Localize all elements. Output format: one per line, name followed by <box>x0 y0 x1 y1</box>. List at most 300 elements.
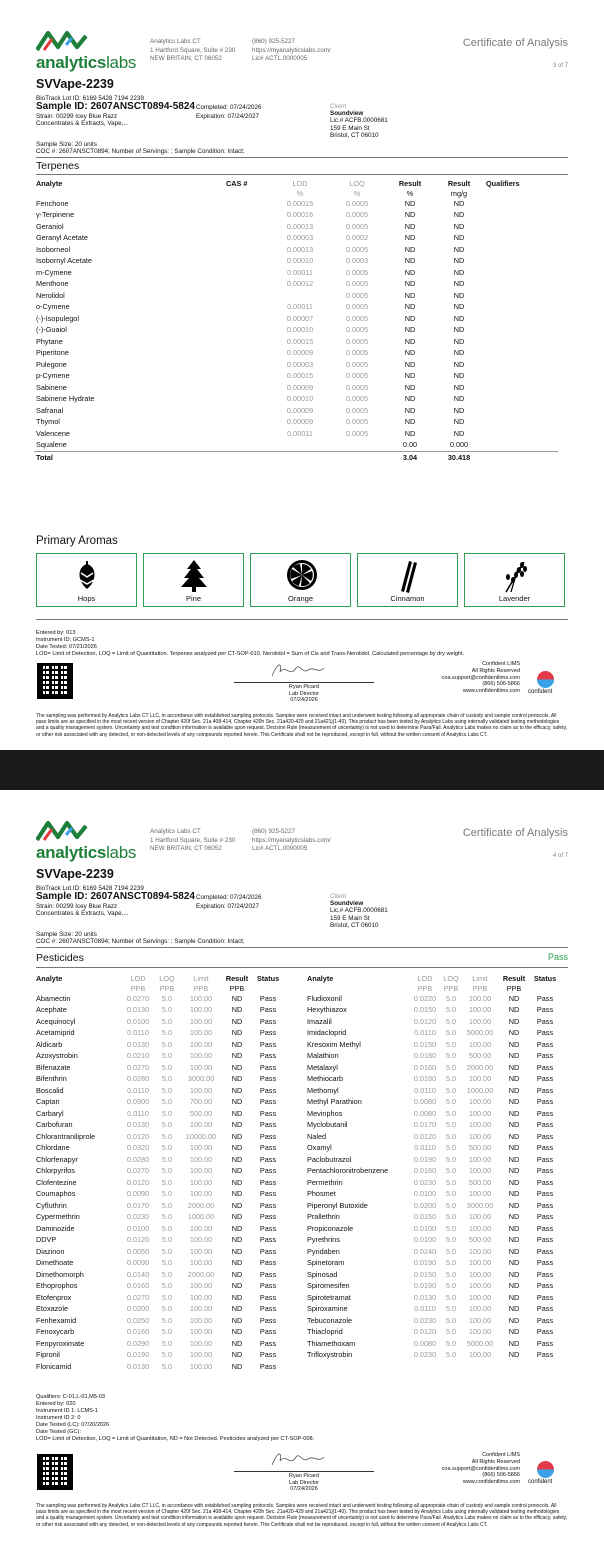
result-value: ND <box>508 1281 520 1290</box>
loq-value: 5.0 <box>161 1212 173 1221</box>
status-value: Pass <box>536 1051 554 1060</box>
status-value: Pass <box>536 1005 554 1014</box>
status-value: Pass <box>259 1062 277 1072</box>
lod-value: 0.00011 <box>287 302 313 311</box>
result-value: ND <box>231 1062 243 1072</box>
qualifiers <box>484 393 558 405</box>
result-value: ND <box>508 1051 520 1060</box>
analyte-name: Fenhexamid <box>36 1315 77 1325</box>
loq-value: 0.0005 <box>345 198 369 208</box>
qr-code[interactable] <box>37 663 73 699</box>
table-row <box>34 1131 284 1143</box>
lod-value: 0.0080 <box>413 1338 437 1348</box>
lod-value: 0.0280 <box>126 1154 150 1164</box>
table-row <box>305 1326 561 1338</box>
lod-value: 0.0120 <box>413 1016 437 1026</box>
result-value: ND <box>231 1304 243 1313</box>
status-value: Pass <box>536 1223 554 1233</box>
analyte-name: Ethoprophos <box>36 1281 78 1290</box>
analyte-name: Piperonyl Butoxide <box>307 1200 368 1210</box>
table-row <box>34 1119 284 1131</box>
loq-value: 5.0 <box>445 1223 457 1233</box>
status-value: Pass <box>259 1028 277 1037</box>
result-value: ND <box>508 1304 520 1313</box>
table-row <box>34 324 558 336</box>
status-value: Pass <box>536 1108 554 1118</box>
loq-value: 0.0005 <box>345 382 369 392</box>
loq-value: 5.0 <box>161 1327 173 1336</box>
result-percent: ND <box>404 313 416 323</box>
cinnamon-stick-icon <box>393 559 423 593</box>
analyte-name: Etofenprox <box>36 1292 72 1302</box>
qr-code[interactable] <box>37 1454 73 1490</box>
lod-value: 0.0110 <box>127 1028 149 1037</box>
limit-value: 100.00 <box>189 1016 213 1026</box>
qualifiers <box>484 290 558 302</box>
analyte-name: Isobornyl Acetate <box>36 256 92 265</box>
cas-number <box>224 232 272 244</box>
analyte-name: Mevinphos <box>307 1108 343 1118</box>
loq-value: 5.0 <box>445 1304 457 1313</box>
analyte-name: Sabinene Hydrate <box>36 394 95 403</box>
status-value: Pass <box>259 1281 277 1290</box>
footnote-line: Instrument ID 1: LCMS-1 <box>36 1408 98 1414</box>
loq-value: 5.0 <box>445 1028 457 1037</box>
result-value: ND <box>508 1212 520 1221</box>
loq-value: 5.0 <box>445 1327 457 1336</box>
result-mgg: 0.000 <box>449 440 469 449</box>
loq-value: 5.0 <box>161 1074 173 1083</box>
result-value: ND <box>508 1327 520 1336</box>
status-value: Pass <box>259 1120 277 1129</box>
lod-value: 0.00009 <box>286 382 314 392</box>
analyte-name: Paclobutrazol <box>307 1154 352 1164</box>
table-row <box>305 1165 561 1177</box>
lod-value: 0.0150 <box>413 1005 437 1014</box>
result-percent: ND <box>404 302 416 311</box>
loq-value: 5.0 <box>161 1200 173 1210</box>
result-value: ND <box>231 1166 243 1175</box>
lod-value <box>272 439 328 451</box>
loq-value: 0.0002 <box>345 233 369 242</box>
loq-value: 5.0 <box>445 1074 457 1083</box>
table-row <box>34 1004 284 1016</box>
loq-value: 5.0 <box>445 1177 457 1187</box>
qualifiers <box>484 336 558 348</box>
lod-value: 0.0120 <box>413 1131 437 1141</box>
status-value: Pass <box>259 1166 277 1175</box>
result-value: ND <box>231 993 243 1003</box>
status-value: Pass <box>259 993 277 1003</box>
biotrack-lot: BioTrack Lot ID: 6169 5428 7194 2239 <box>36 95 144 102</box>
cas-number <box>224 301 272 313</box>
status-value: Pass <box>536 1246 554 1256</box>
analyte-name: p-Cymene <box>36 371 70 380</box>
result-value: ND <box>508 1166 520 1175</box>
cas-number <box>224 244 272 256</box>
limit-value: 5000.00 <box>466 1338 494 1348</box>
table-row <box>305 1234 561 1246</box>
analyte-name: Chlorantraniliprole <box>36 1131 96 1141</box>
table-row <box>34 1177 284 1189</box>
loq-value: 5.0 <box>445 1212 457 1221</box>
limit-value: 100.00 <box>468 1281 492 1290</box>
lab-url[interactable]: https://myanalyticslabs.com/ <box>252 46 331 54</box>
limit-value: 500.00 <box>468 1235 492 1244</box>
footnote-line: Qualifiers: C-01,L-01,M5-03 <box>36 1394 106 1400</box>
loq-value: 5.0 <box>161 1120 173 1129</box>
result-value: ND <box>508 1292 520 1302</box>
analyte-name: Acequinocyl <box>36 1016 76 1026</box>
analyte-name: o-Cymene <box>36 302 70 311</box>
status-value: Pass <box>536 1258 554 1267</box>
result-value: ND <box>231 1074 243 1083</box>
result-value: ND <box>231 1131 243 1141</box>
loq-value: 5.0 <box>445 1269 457 1279</box>
result-value: ND <box>231 1235 243 1244</box>
qualifiers <box>484 255 558 267</box>
cas-number <box>224 370 272 382</box>
table-row <box>305 1292 561 1304</box>
lod-value: 0.0110 <box>414 1085 436 1095</box>
status-value: Pass <box>259 1292 277 1302</box>
loq-value: 0.0005 <box>345 302 369 311</box>
limit-value: 2000.00 <box>187 1269 215 1279</box>
status-value: Pass <box>536 1028 554 1037</box>
status-value: Pass <box>536 1292 554 1302</box>
section-title: Pesticides <box>36 952 84 964</box>
table-row <box>34 1234 284 1246</box>
lod-value: 0.0100 <box>413 1235 437 1244</box>
status-value: Pass <box>259 1269 277 1279</box>
loq-value: 5.0 <box>161 1039 173 1049</box>
aroma-pine: Pine <box>143 553 244 607</box>
loq-value: 0.0005 <box>345 279 369 288</box>
analyte-name: Chlorfenapyr <box>36 1154 78 1164</box>
table-row <box>305 1004 561 1016</box>
client-block: Client Soundview Lic.# ACFB.0000681 159 E Main St Bristol, CT 06010 <box>330 103 388 139</box>
limit-value: 100.00 <box>468 1097 492 1106</box>
result-percent: ND <box>404 290 416 300</box>
result-percent: ND <box>404 348 416 357</box>
limit-value: 100.00 <box>189 1062 213 1072</box>
lod-value: 0.0170 <box>126 1200 150 1210</box>
table-row <box>305 1211 561 1223</box>
lod-value: 0.0080 <box>413 1097 437 1106</box>
analyte-name: Fenoxycarb <box>36 1327 75 1336</box>
aromas-title: Primary Aromas <box>36 535 118 547</box>
lod-value: 0.0110 <box>127 1108 149 1118</box>
table-row <box>305 1200 561 1212</box>
confident-logo-icon <box>537 671 554 688</box>
status-value: Pass <box>536 1120 554 1129</box>
loq-value: 0.0005 <box>345 290 369 300</box>
status-value: Pass <box>536 1177 554 1187</box>
table-row <box>34 1142 284 1154</box>
status-value: Pass <box>536 1269 554 1279</box>
loq-value: 5.0 <box>445 1097 457 1106</box>
limit-value: 100.00 <box>189 1327 213 1336</box>
result-value: ND <box>231 1350 243 1359</box>
qualifiers <box>484 405 558 417</box>
qualifiers <box>484 267 558 279</box>
status-value: Pass <box>536 1016 554 1026</box>
aromas-row <box>36 553 565 607</box>
limit-value: 10000.00 <box>185 1131 217 1141</box>
lod-value: 0.0230 <box>413 1177 437 1187</box>
lod-value: 0.0270 <box>126 993 150 1003</box>
aroma-lavender: Lavender <box>464 553 565 607</box>
analyte-name: Menthone <box>36 279 69 288</box>
result-value: ND <box>508 1315 520 1325</box>
result-percent: ND <box>404 359 416 369</box>
analyte-name: γ-Terpinene <box>36 210 75 219</box>
result-mgg: ND <box>453 302 465 311</box>
limit-value: 100.00 <box>189 1246 213 1256</box>
limit-value: 100.00 <box>468 1131 492 1141</box>
analyte-name: Bifenazate <box>36 1062 71 1072</box>
table-row <box>305 1257 561 1269</box>
table-row <box>305 1349 561 1361</box>
qualifiers <box>484 209 558 221</box>
lod-value: 0.0110 <box>414 1143 436 1152</box>
signature-mark <box>268 660 328 682</box>
qualifiers <box>484 359 558 371</box>
analyte-name: Spinetoram <box>307 1258 345 1267</box>
table-row <box>34 1326 284 1338</box>
test-footnotes <box>36 1394 314 1443</box>
pine-tree-icon <box>179 559 209 593</box>
analyte-name: Fenpyroximate <box>36 1338 85 1348</box>
lod-value: 0.0130 <box>126 1039 150 1049</box>
result-percent: ND <box>404 221 416 231</box>
status-value: Pass <box>536 1154 554 1164</box>
lab-contact: (860) 925-5227 https://myanalyticslabs.com/ Lic# ACTL.0000005 <box>252 38 331 63</box>
analyte-name: Spiromesifen <box>307 1281 350 1290</box>
analyte-name: Naled <box>307 1131 327 1141</box>
limit-value: 100.00 <box>189 1281 213 1290</box>
loq-value: 5.0 <box>445 1005 457 1014</box>
table-row <box>34 1269 284 1281</box>
table-row <box>34 1096 284 1108</box>
result-value: ND <box>231 1315 243 1325</box>
lod-value: 0.00011 <box>287 267 313 277</box>
result-value: ND <box>231 1154 243 1164</box>
qualifiers <box>484 370 558 382</box>
analyte-name: Methomyl <box>307 1085 339 1095</box>
result-value: ND <box>508 1074 520 1083</box>
cas-number <box>224 313 272 325</box>
lod-value: 0.00010 <box>286 394 314 403</box>
lod-value: 0.00015 <box>286 371 314 380</box>
result-value: ND <box>508 1062 520 1072</box>
lod-value: 0.0130 <box>126 1120 150 1129</box>
lod-value: 0.0090 <box>126 1258 150 1267</box>
table-row <box>305 1223 561 1235</box>
status-value: Pass <box>259 1108 277 1118</box>
limit-value: 100.00 <box>189 1085 213 1095</box>
limit-value: 500.00 <box>468 1177 492 1187</box>
analyte-name: Etoxazole <box>36 1304 69 1313</box>
loq-value: 0.0005 <box>345 313 369 323</box>
limit-value: 100.00 <box>468 1120 492 1129</box>
loq-value: 0.0005 <box>345 221 369 231</box>
result-value: ND <box>508 1154 520 1164</box>
logo-mountain-icon <box>36 30 88 52</box>
table-row <box>34 428 558 440</box>
limit-value: 100.00 <box>468 1223 492 1233</box>
result-percent: ND <box>404 279 416 288</box>
table-row <box>305 1142 561 1154</box>
limit-value: 100.00 <box>468 1315 492 1325</box>
result-value: ND <box>508 1223 520 1233</box>
loq-value: 5.0 <box>161 1350 173 1359</box>
table-row <box>305 1050 561 1062</box>
loq-value: 0.0003 <box>345 256 369 265</box>
loq-value: 5.0 <box>445 1166 457 1175</box>
footnote-line: Date Tested (GC): <box>36 1429 81 1435</box>
result-percent: ND <box>404 417 416 426</box>
result-value: ND <box>508 1350 520 1359</box>
qualifiers <box>484 439 558 451</box>
lod-value: 0.0110 <box>127 1085 149 1095</box>
qualifiers <box>484 428 558 440</box>
lod-value: 0.00013 <box>286 221 314 231</box>
lod-value: 0.0230 <box>413 1315 437 1325</box>
status-value: Pass <box>259 1327 277 1336</box>
signatory: Ryan Picard Lab Director 07/24/2026 <box>289 1473 319 1492</box>
qualifiers <box>484 198 558 210</box>
result-mgg: ND <box>453 394 465 403</box>
status-value: Pass <box>259 1304 277 1313</box>
limit-value: 100.00 <box>468 1292 492 1302</box>
limit-value: 100.00 <box>468 1246 492 1256</box>
loq-value: 5.0 <box>445 1246 457 1256</box>
qualifiers <box>484 324 558 336</box>
lod-value: 0.0140 <box>126 1269 150 1279</box>
analyte-name: Spinosad <box>307 1269 338 1279</box>
table-row <box>34 393 558 405</box>
table-row <box>34 1211 284 1223</box>
loq-value: 5.0 <box>161 1269 173 1279</box>
limit-value: 100.00 <box>189 1361 213 1371</box>
product-name: SVVape-2239 <box>36 77 114 91</box>
status-value: Pass <box>259 1039 277 1049</box>
table-row <box>34 1085 284 1097</box>
table-row <box>305 1085 561 1097</box>
analyte-name: Pulegone <box>36 359 67 369</box>
loq-value: 5.0 <box>161 1143 173 1152</box>
aroma-cinnamon: Cinnamon <box>357 553 458 607</box>
limit-value: 100.00 <box>189 1039 213 1049</box>
page-number: 3 of 7 <box>552 63 568 69</box>
lod-value: 0.0190 <box>413 1258 437 1267</box>
loq-value: 5.0 <box>161 1085 173 1095</box>
result-value: ND <box>508 1097 520 1106</box>
lod-value: 0.0200 <box>126 1304 150 1313</box>
lod-value: 0.0160 <box>413 1062 437 1072</box>
status-value: Pass <box>536 1189 554 1198</box>
signatory: Ryan Picard Lab Director 07/24/2026 <box>289 684 319 703</box>
limit-value: 100.00 <box>189 1350 213 1359</box>
loq-value: 5.0 <box>445 993 457 1003</box>
analyte-name: Phytane <box>36 336 63 346</box>
result-value: ND <box>508 1039 520 1049</box>
pesticides-table-left: Analyte LOD LOQ Limit Result Status PPB PPB PPB PPB Abamectin 0.0270 5.0 100.00 ND Pass Acephate 0.0130 5.0 100.00 ND Pass Acequinocyl 0.0100 5.0 100.00 ND Pass Acetamiprid 0.0110 5.0 100.00 ND Pass Aldicarb 0.0130 5.0 100.00 ND Pass Azoxystrobin 0.0210 5.0 100.00 ND Pass Bifenazate 0.0270 5.0 100.00 ND Pass Bifenthrin 0.0280 5.0 3000.00 ND Pass Boscalid 0.0110 5.0 100.00 ND Pass Captan 0.0900 5.0 700.00 ND Pass Carbaryl 0.0110 5.0 500.00 ND Pass Carbofuran 0.0130 5.0 100.00 ND Pass Chlorantraniliprole 0.0120 5.0 10000.00 ND Pass Chlordane 0.0320 5.0 100.00 ND Pass Chlorfenapyr 0.0280 5.0 100.00 ND Pass Chlorpyrifos 0.0270 5.0 100.00 ND Pass Clofentezine 0.0120 5.0 100.00 ND Pass Coumaphos 0.0090 5.0 100.00 ND Pass Cyfluthrin 0.0170 5.0 2000.00 ND Pass Cypermethrin 0.0230 5.0 1000.00 ND Pass Daminozide 0.0100 5.0 100.00 ND Pass DDVP 0.0120 5.0 100.00 ND Pass Diazinon 0.0050 5.0 100.00 ND Pass Dimethoate 0.0090 5.0 100.00 ND Pass Dimethomorph 0.0140 5.0 2000.00 ND Pass Ethoprophos 0.0160 5.0 100.00 ND Pass Etofenprox 0.0270 5.0 100.00 ND Pass Etoxazole 0.0200 5.0 100.00 ND Pass Fenhexamid 0.0250 5.0 100.00 ND Pass Fenoxycarb 0.0160 5.0 100.00 ND Pass Fenpyroximate 0.0290 5.0 100.00 ND Pass Fipronil 0.0190 5.0 100.00 ND Pass Flonicamid 0.0130 5.0 100.00 ND Pass <box>34 973 284 1372</box>
result-percent: ND <box>404 267 416 277</box>
overall-status-badge: Pass <box>547 952 568 962</box>
table-row <box>305 1246 561 1258</box>
result-mgg: ND <box>453 313 465 323</box>
lod-value: 0.0270 <box>126 1166 150 1175</box>
status-value: Pass <box>536 1143 554 1152</box>
cas-number <box>224 221 272 233</box>
limit-value: 100.00 <box>189 1177 213 1187</box>
sample-size: Sample Size: 20 units <box>36 141 97 148</box>
footnote-line: Instrument ID 2: 0 <box>36 1415 81 1421</box>
lod-value: 0.0150 <box>413 1212 437 1221</box>
table-row <box>34 336 558 348</box>
loq-value: 5.0 <box>161 1246 173 1256</box>
analyte-name: Geranyl Acetate <box>36 233 88 242</box>
limit-value: 100.00 <box>189 1338 213 1348</box>
limit-value: 100.00 <box>468 1189 492 1198</box>
analyte-name: Diazinon <box>36 1246 65 1256</box>
result-value: ND <box>508 1200 520 1210</box>
qualifiers <box>484 313 558 325</box>
cas-number <box>224 255 272 267</box>
limit-value: 3000.00 <box>187 1074 215 1083</box>
completed-date: Completed: 07/24/2026 <box>196 104 262 111</box>
limit-value: 100.00 <box>189 1166 213 1175</box>
analyte-name: Thiamethoxam <box>307 1338 356 1348</box>
table-row <box>34 1039 284 1051</box>
lod-value: 0.00011 <box>287 428 313 438</box>
result-value: ND <box>231 1361 243 1371</box>
result-value: ND <box>508 1028 520 1037</box>
cas-number <box>224 209 272 221</box>
lod-value: 0.0270 <box>126 1062 150 1072</box>
confident-logo-icon <box>537 1461 554 1478</box>
table-row <box>305 1027 561 1039</box>
loq-value: 5.0 <box>161 1189 173 1198</box>
loq-value: 5.0 <box>445 1016 457 1026</box>
result-mgg: ND <box>453 256 465 265</box>
loq-value: 5.0 <box>445 1338 457 1348</box>
lod-value: 0.0150 <box>413 1039 437 1049</box>
analyte-name: (-)-Isopulegol <box>36 313 79 323</box>
loq-value: 5.0 <box>445 1292 457 1302</box>
table-row <box>305 1062 561 1074</box>
logo-mountain-icon <box>36 820 88 842</box>
lod-value: 0.00009 <box>286 417 314 426</box>
result-value: ND <box>231 1108 243 1118</box>
table-row <box>34 370 558 382</box>
analyte-name: Pyridaben <box>307 1246 340 1256</box>
signature-mark <box>268 1449 328 1471</box>
lod-value: 0.0100 <box>126 1016 150 1026</box>
lod-value: 0.0230 <box>126 1212 150 1221</box>
analyte-name: Methyl Parathion <box>307 1097 362 1106</box>
loq-value: 5.0 <box>161 1292 173 1302</box>
loq-value: 0.0005 <box>345 267 369 277</box>
table-row <box>305 1131 561 1143</box>
lod-value: 0.0190 <box>413 1281 437 1290</box>
category: Concentrates & Extracts, Vape,... <box>36 120 129 127</box>
result-mgg: ND <box>453 290 465 300</box>
lod-value: 0.00016 <box>286 210 314 219</box>
status-value: Pass <box>536 1281 554 1290</box>
